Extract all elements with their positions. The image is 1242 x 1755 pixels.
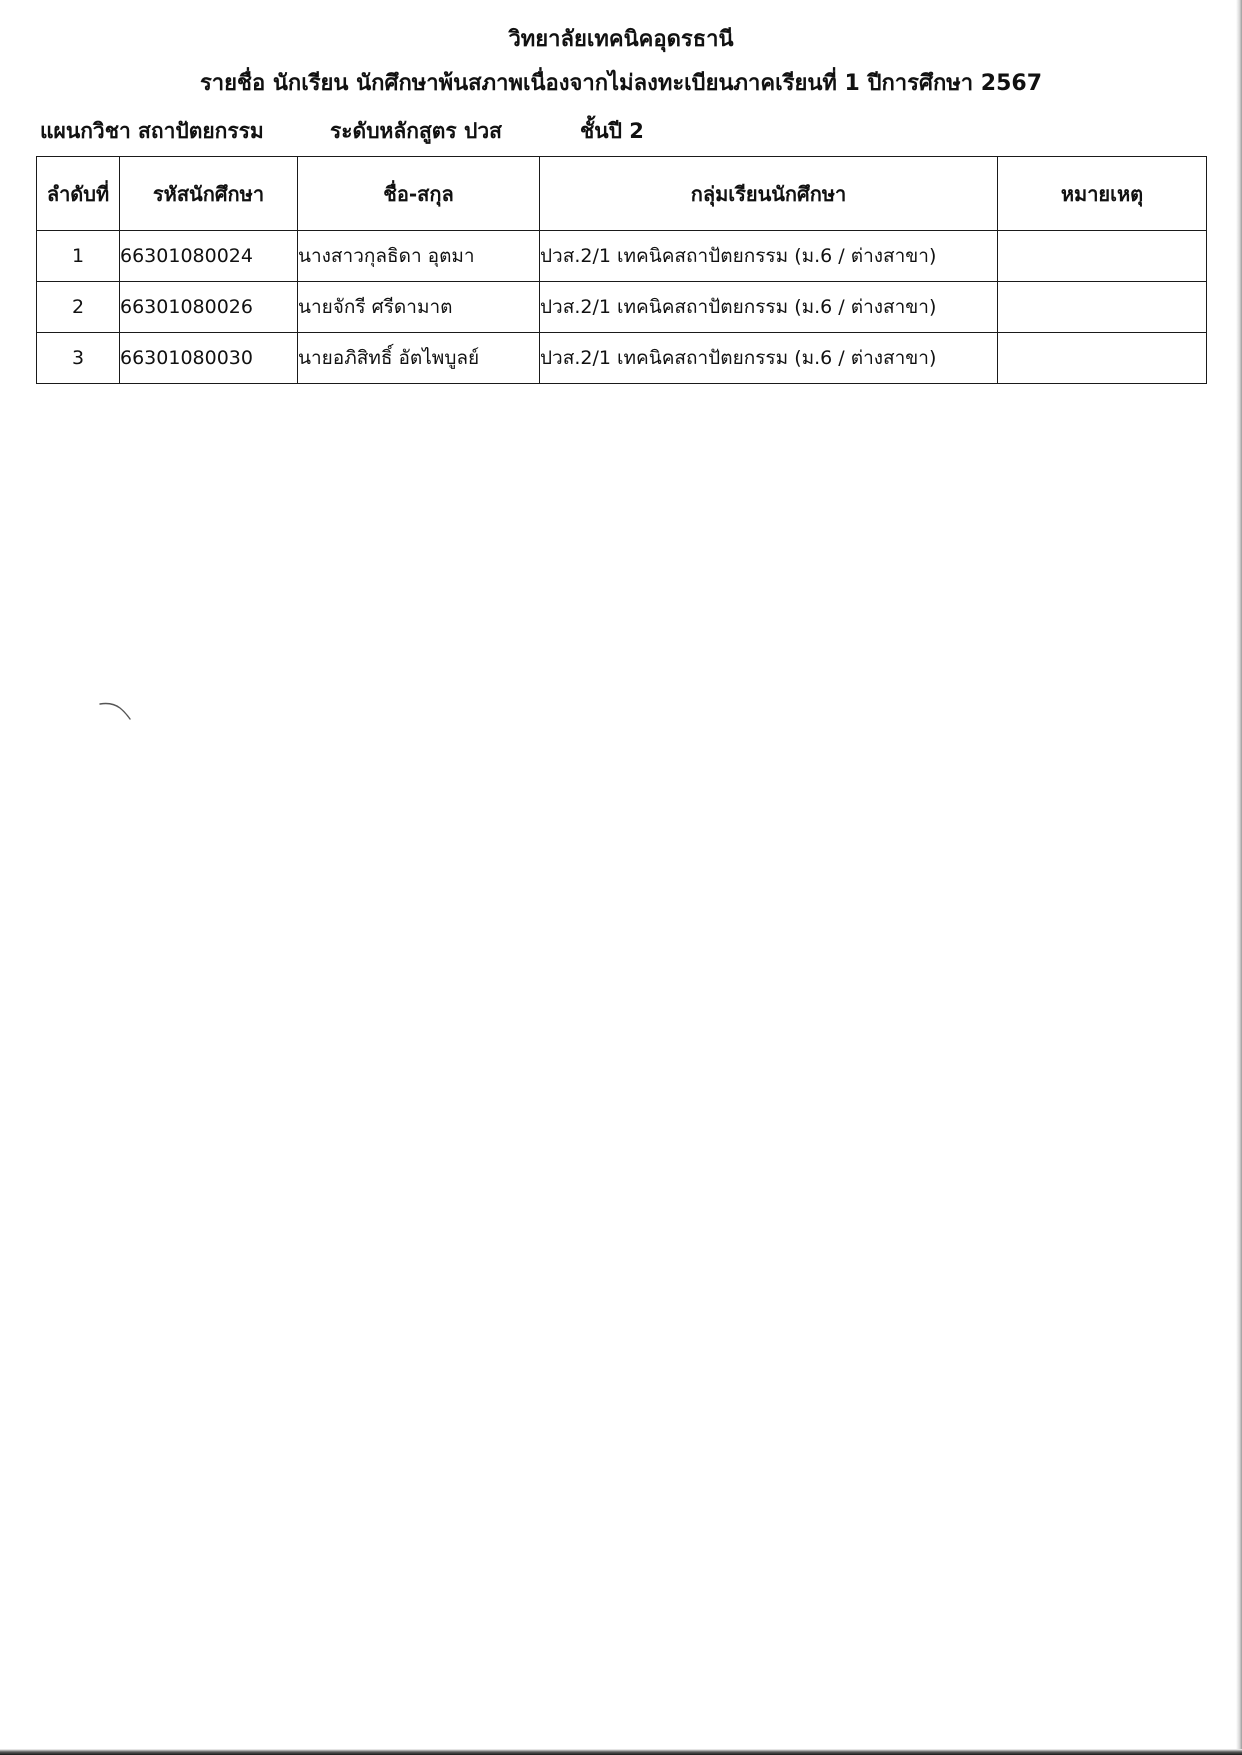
table-row [37,282,1207,333]
cell-name: นางสาวกุลธิดา อุตมา [298,231,540,282]
scan-edge-right [1236,0,1242,1755]
cell-no: 2 [37,282,120,333]
cell-group: ปวส.2/1 เทคนิคสถาปัตยกรรม (ม.6 / ต่างสาขา) [540,282,998,333]
cell-student-id: 66301080024 [120,231,298,282]
document-subtitle: รายชื่อ นักเรียน นักศึกษาพ้นสภาพเนื่องจากไม่ลงทะเบียนภาคเรียนที่ 1 ปีการศึกษา 2567 [199,71,1043,96]
year-label: ชั้นปี 2 [580,119,644,143]
header-student-id: รหัสนักศึกษา [120,157,298,231]
scan-edge-bottom [0,1749,1242,1755]
cell-group: ปวส.2/1 เทคนิคสถาปัตยกรรม (ม.6 / ต่างสาขา) [540,333,998,384]
cell-no: 1 [37,231,120,282]
cell-student-id: 66301080026 [120,282,298,333]
table-row [37,333,1207,384]
level-label: ระดับหลักสูตร ปวส [330,119,502,143]
cell-no: 3 [37,333,120,384]
document-meta [40,117,644,145]
cell-note [998,333,1207,384]
table-row [37,231,1207,282]
header-no: ลำดับที่ [37,157,120,231]
cell-group: ปวส.2/1 เทคนิคสถาปัตยกรรม (ม.6 / ต่างสาขา) [540,231,998,282]
department-label: แผนกวิชา สถาปัตยกรรม [40,119,264,143]
stray-pen-mark [98,700,134,724]
cell-student-id: 66301080030 [120,333,298,384]
cell-name: นายจักรี ศรีดามาต [298,282,540,333]
college-name: วิทยาลัยเทคนิคอุดรธานี [508,27,734,52]
cell-note [998,231,1207,282]
header-note: หมายเหตุ [998,157,1207,231]
header-group: กลุ่มเรียนนักศึกษา [540,157,998,231]
student-table [36,156,1207,384]
header-name: ชื่อ-สกุล [298,157,540,231]
cell-name: นายอภิสิทธิ์ อัตไพบูลย์ [298,333,540,384]
cell-note [998,282,1207,333]
table-header-row [37,157,1207,231]
